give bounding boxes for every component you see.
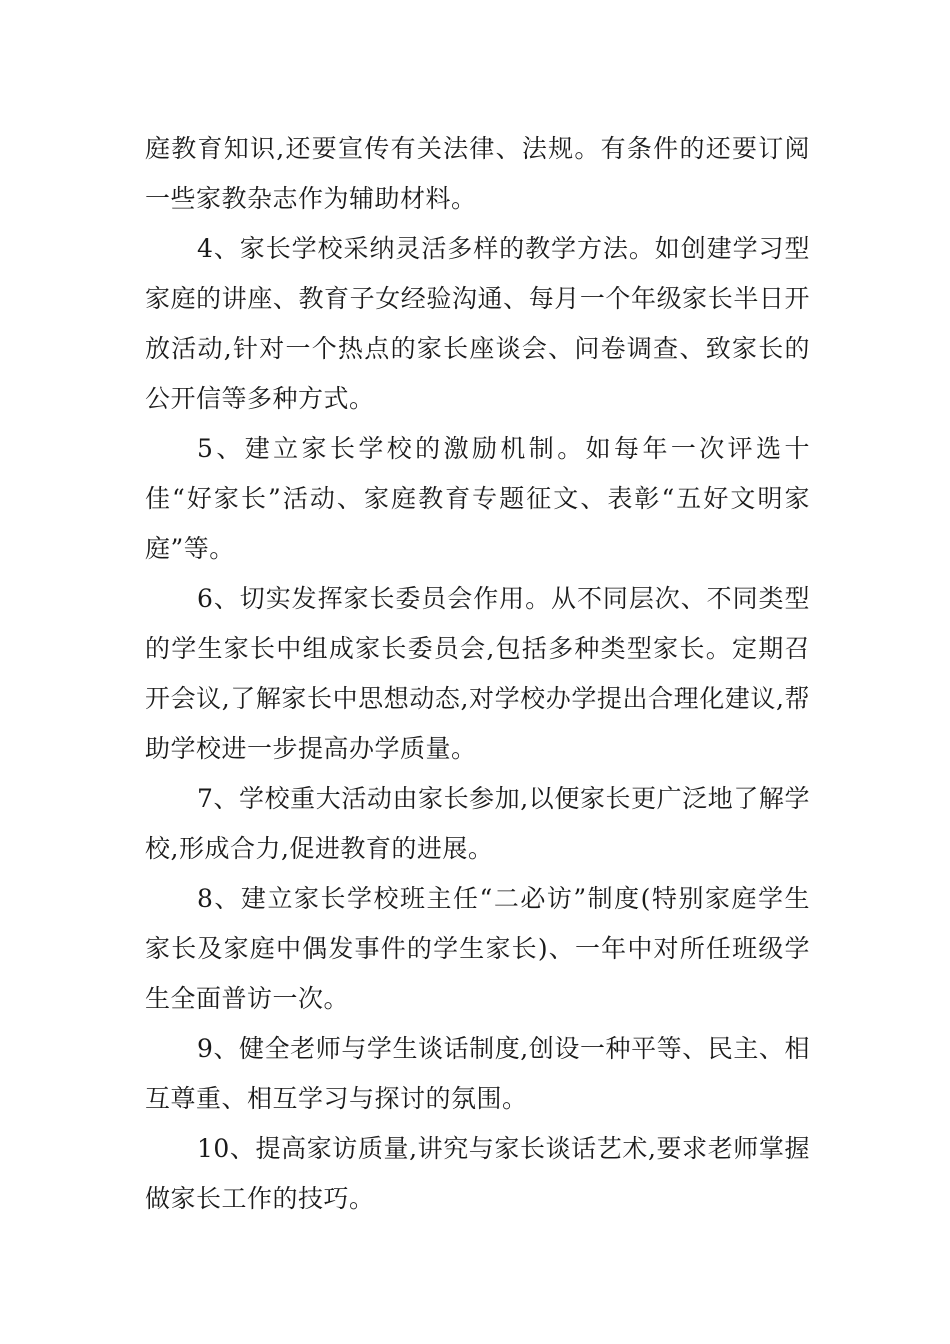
paragraph-item-4: 4、家长学校采纳灵活多样的教学方法。如创建学习型家庭的讲座、教育子女经验沟通、每月一个年级家长半日开放活动,针对一个热点的家长座谈会、问卷调查、致家长的公开信等多种方式。 <box>145 234 810 413</box>
document-body <box>145 124 810 1224</box>
paragraph-continuation: 庭教育知识,还要宣传有关法律、法规。有条件的还要订阅一些家教杂志作为辅助材料。 <box>145 134 810 213</box>
paragraph-item-7: 7、学校重大活动由家长参加,以便家长更广泛地了解学校,形成合力,促进教育的进展。 <box>145 784 810 863</box>
paragraph-item-8: 8、建立家长学校班主任“二必访”制度(特别家庭学生家长及家庭中偶发事件的学生家长)、一年中对所任班级学生全面普访一次。 <box>145 884 810 1013</box>
paragraph-item-9: 9、健全老师与学生谈话制度,创设一种平等、民主、相互尊重、相互学习与探讨的氛围。 <box>145 1034 810 1113</box>
paragraph-item-10: 10、提高家访质量,讲究与家长谈话艺术,要求老师掌握做家长工作的技巧。 <box>145 1134 810 1213</box>
paragraph-item-6: 6、切实发挥家长委员会作用。从不同层次、不同类型的学生家长中组成家长委员会,包括多种类型家长。定期召开会议,了解家长中思想动态,对学校办学提出合理化建议,帮助学校进一步提高办学质量。 <box>145 584 810 763</box>
paragraph-item-5: 5、建立家长学校的激励机制。如每年一次评选十佳“好家长”活动、家庭教育专题征文、表彰“五好文明家庭”等。 <box>145 434 810 563</box>
